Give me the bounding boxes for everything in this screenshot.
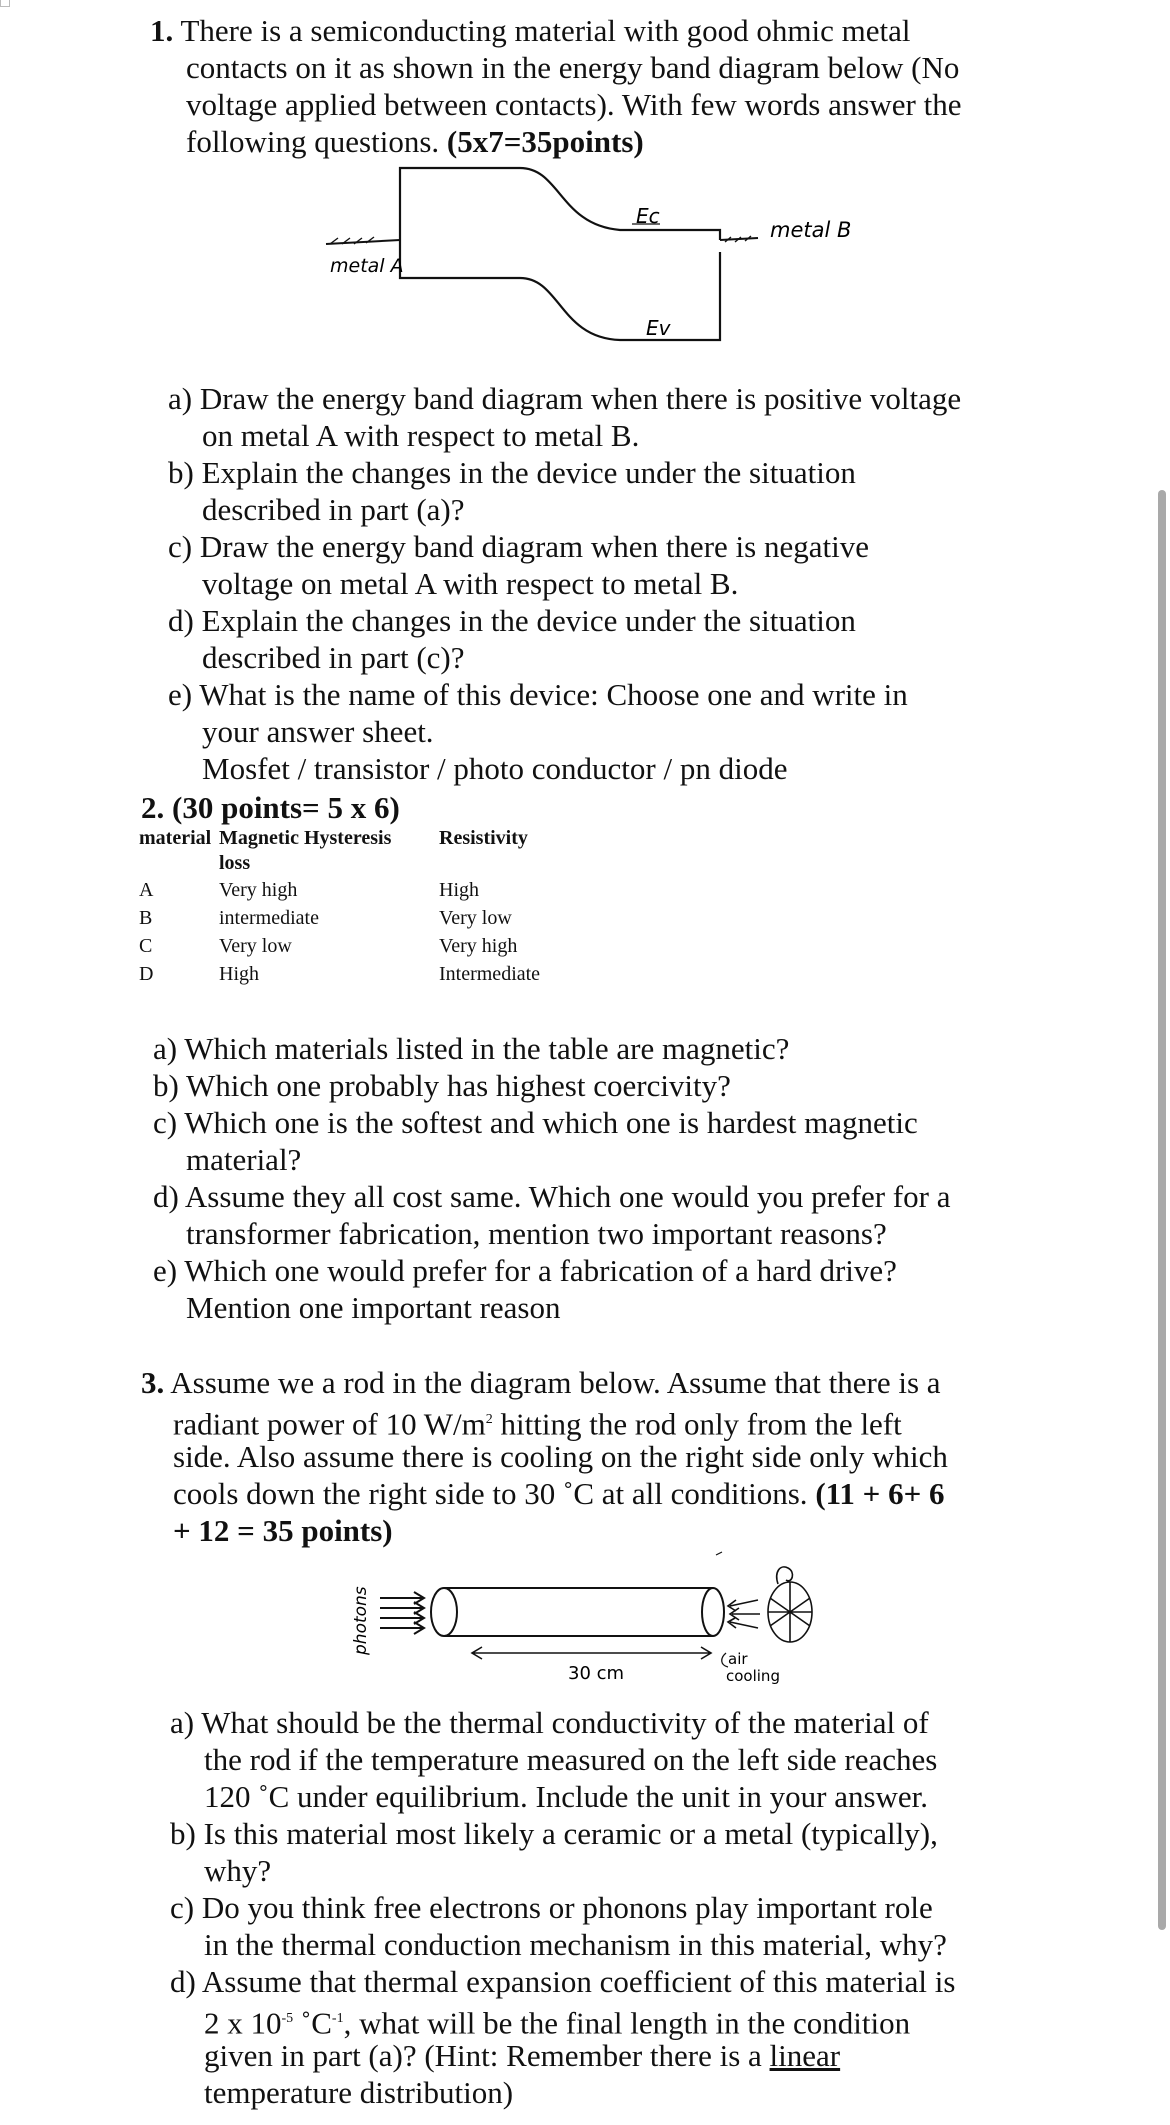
q3-d3a: given in part (a)? (Hint: Remember there is a	[204, 2038, 770, 2073]
q3-d2b: ˚C	[293, 2005, 332, 2041]
table-header-loss: loss	[219, 852, 251, 874]
rod-diagram	[340, 1550, 830, 1690]
stray-mark	[716, 1552, 722, 1555]
table-cell-material: D	[139, 963, 154, 985]
q3-line2	[173, 1401, 902, 1442]
q2-heading: 2. (30 points= 5 x 6)	[141, 790, 400, 825]
q3-line2a: radiant power of 10 W/m	[173, 1406, 486, 1442]
table-header-hysteresis: Magnetic Hysteresis	[219, 827, 392, 849]
q3-line3: side. Also assume there is cooling on the right side only which	[173, 1439, 948, 1474]
air-label: air	[728, 1650, 748, 1668]
q3-line4b: (11 + 6+ 6	[815, 1476, 945, 1511]
q2-material-table	[139, 824, 599, 994]
q1-part-d-line2: described in part (c)?	[202, 640, 465, 675]
length-arrow	[472, 1647, 711, 1659]
q3-stem	[141, 1364, 941, 1401]
q1-part-e-options: Mosfet / transistor / photo conductor / pn diode	[202, 751, 788, 786]
q1-line4-wrap	[186, 123, 644, 160]
q1-part-c-line2: voltage on metal A with respect to metal B.	[202, 566, 739, 601]
q3-d2c: , what will be the final length in the condition	[343, 2005, 911, 2041]
q1-part-d-line1: d) Explain the changes in the device under the situation	[168, 603, 856, 638]
metal-a-fermi-line	[326, 240, 400, 244]
table-cell-material: B	[139, 907, 153, 929]
energy-band-diagram	[320, 160, 880, 350]
table-cell-hysteresis: Very low	[219, 935, 292, 957]
q1-part-c-line1: c) Draw the energy band diagram when there is negative	[168, 529, 869, 564]
q2-part-d-line1: d) Assume they all cost same. Which one would you prefer for a	[153, 1179, 951, 1214]
q1-number: 1.	[150, 13, 174, 48]
vertical-scrollbar[interactable]	[1158, 490, 1166, 1930]
q3-part-a-line3: 120 ˚C under equilibrium. Include the unit in your answer.	[204, 1779, 929, 1814]
photons-label: photons	[351, 1586, 371, 1655]
rod-left-end	[431, 1588, 457, 1636]
q3-part-a-line2: the rod if the temperature measured on the left side reaches	[204, 1742, 938, 1777]
q1-line2: contacts on it as shown in the energy band diagram below (No	[186, 50, 960, 85]
table-header-material: material	[139, 827, 212, 849]
page-corner-marker	[0, 0, 10, 7]
q3-part-b-line2: why?	[204, 1853, 272, 1888]
metal-a-label: metal A	[330, 255, 404, 277]
q3-part-c-line1: c) Do you think free electrons or phonons play important role	[170, 1890, 933, 1925]
metal-b-hatching	[725, 236, 751, 242]
q3-part-a-line1: a) What should be the thermal conductivity of the material of	[170, 1705, 929, 1740]
table-cell-resistivity: High	[439, 879, 479, 901]
q2-part-c-line1: c) Which one is the softest and which one is hardest magnetic	[153, 1105, 918, 1140]
q3-d2a: 2 x 10	[204, 2005, 282, 2041]
table-cell-hysteresis: High	[219, 963, 259, 985]
length-label: 30 cm	[568, 1663, 625, 1684]
q2-part-e-line2: Mention one important reason	[186, 1290, 561, 1325]
q2-part-e-line1: e) Which one would prefer for a fabrication of a hard drive?	[153, 1253, 897, 1288]
q3-d3-underlined: linear	[769, 2038, 841, 2073]
q2-part-b: b) Which one probably has highest coercivity?	[153, 1068, 731, 1103]
valence-band-edge	[400, 240, 720, 340]
q2-part-a: a) Which materials listed in the table are magnetic?	[153, 1031, 790, 1066]
q1-part-a-line1: a) Draw the energy band diagram when there is positive voltage	[168, 381, 962, 416]
table-cell-material: A	[139, 879, 154, 901]
table-cell-hysteresis: intermediate	[219, 907, 319, 929]
q3-d2-sup2: -1	[331, 2011, 344, 2026]
q1-stem	[150, 12, 910, 49]
q3-number: 3.	[141, 1365, 165, 1400]
cooling-fan-icon	[768, 1567, 812, 1642]
table-cell-resistivity: Very low	[439, 907, 512, 929]
q2-part-d-line2: transformer fabrication, mention two important reasons?	[186, 1216, 887, 1251]
q3-part-d-line2	[204, 2000, 910, 2041]
rod-right-end	[702, 1588, 724, 1636]
q1-line3: voltage applied between contacts). With few words answer the	[186, 87, 962, 122]
ec-label: Ec	[636, 204, 660, 228]
q3-part-c-line2: in the thermal conduction mechanism in this material, why?	[204, 1927, 947, 1962]
q1-part-b-line1: b) Explain the changes in the device under the situation	[168, 455, 856, 490]
conduction-band-edge	[400, 168, 720, 240]
q3-part-b-line1: b) Is this material most likely a ceramic or a metal (typically),	[170, 1816, 938, 1851]
q1-part-a-line2: on metal A with respect to metal B.	[202, 418, 640, 453]
q3-line4	[173, 1475, 945, 1512]
table-cell-resistivity: Intermediate	[439, 963, 541, 985]
q3-line1: Assume we a rod in the diagram below. Assume that there is a	[170, 1365, 941, 1400]
q1-line4: following questions.	[186, 124, 440, 159]
q1-part-b-line2: described in part (a)?	[202, 492, 465, 527]
q3-line4a: cools down the right side to 30 ˚C at all conditions.	[173, 1476, 808, 1511]
ev-label: Ev	[646, 316, 671, 340]
table-cell-material: C	[139, 935, 153, 957]
q1-points: (5x7=35points)	[446, 124, 644, 159]
rod-body	[444, 1588, 713, 1636]
q1-line1: There is a semiconducting material with good ohmic metal	[180, 13, 911, 48]
q2-part-c-line2: material?	[186, 1142, 302, 1177]
q3-part-d-line1: d) Assume that thermal expansion coefficient of this material is	[170, 1964, 956, 1999]
q1-part-e-line1: e) What is the name of this device: Choose one and write in	[168, 677, 908, 712]
q1-part-e-line2: your answer sheet.	[202, 714, 434, 749]
q3-part-d-line3	[204, 2037, 840, 2074]
q3-line2-sup: 2	[485, 1412, 493, 1427]
q3-d2-sup1: -5	[281, 2011, 294, 2026]
table-header-resistivity: Resistivity	[439, 827, 528, 849]
q3-part-d-line4: temperature distribution)	[204, 2075, 514, 2110]
q3-line2b: hitting the rod only from the left	[492, 1406, 902, 1442]
metal-b-label: metal B	[770, 218, 852, 242]
cooling-label: cooling	[726, 1667, 780, 1685]
air-arrows	[728, 1600, 760, 1628]
photon-arrows	[380, 1592, 424, 1634]
table-cell-resistivity: Very high	[439, 935, 518, 957]
q3-line5: + 12 = 35 points)	[173, 1513, 393, 1548]
table-cell-hysteresis: Very high	[219, 879, 298, 901]
